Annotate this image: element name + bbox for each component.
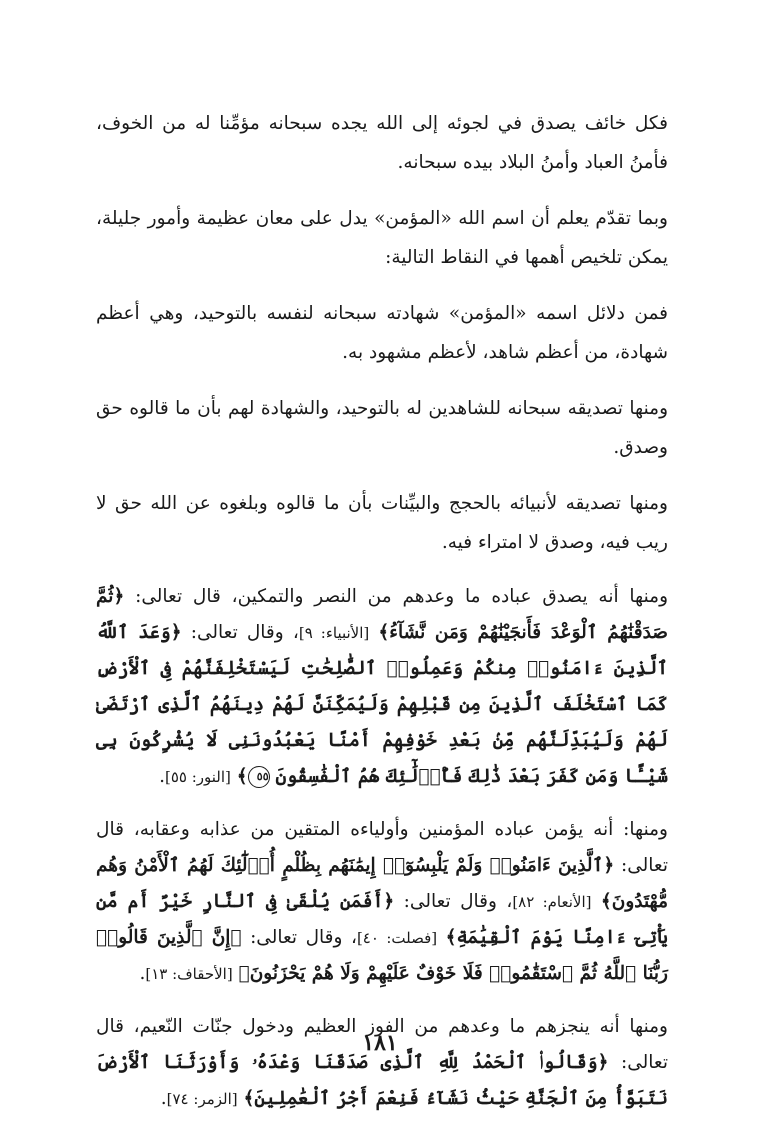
verse-reference: [الأنعام: ٨٢]: [512, 893, 592, 911]
connector-text: ، وقال تعالى:: [250, 927, 357, 948]
quran-verse: ﴿وَعَدَ ٱللَّهُ ٱلَّذِينَ ءَامَنُوا۟ مِنكُمْ وَعَمِلُوا۟ ٱلصَّٰلِحَٰتِ لَيَسْتَخْلِفَنَّهُمْ فِى ٱلْأَرْضِ كَمَا ٱسْتَخْلَفَ ٱلَّذِينَ مِن قَبْلِهِمْ وَلَيُمَكِّنَنَّ لَهُمْ دِينَهُمُ ٱلَّذِى ٱرْتَضَىٰ لَهُمْ وَلَيُبَدِّلَنَّهُم مِّنۢ بَعْدِ خَوْفِهِمْ أَمْنًا يَعْبُدُونَنِى لَا يُشْرِكُونَ بِى شَيْـًٔا وَمَن كَفَرَ بَعْدَ ذَٰلِكَ فَأُو۟لَٰٓئِكَ هُمُ ٱلْفَٰسِقُونَ: [96, 622, 668, 787]
paragraph-text: فمن دلائل اسمه «المؤمن» شهادته سبحانه لنفسه بالتوحيد، وهي أعظم شهادة، من أعظم شاهد، لأعظم مشهود به.: [96, 303, 668, 363]
verse-reference: [الأحقاف: ١٣]: [145, 965, 233, 983]
verse-reference: [النور: ٥٥]: [164, 768, 231, 786]
paragraph-text: ومنها تصديقه لأنبيائه بالحجج والبيِّنات بأن ما قالوه وبلغوه عن الله حق لا ريب فيه، وصدق لا امتراء فيه.: [96, 493, 668, 553]
paragraph-witnesses: [96, 389, 668, 467]
quran-verse: ﴿إِنَّ ٱلَّذِينَ قَالُوا۟ رَبُّنَا ٱللَّهُ ثُمَّ ٱسْتَقَٰمُوا۟ فَلَا خَوْفٌ عَلَيْهِمْ وَلَا هُمْ يَحْزَنُونَ﴾: [96, 927, 668, 984]
paragraph-text: ومنها تصديقه سبحانه للشاهدين له بالتوحيد، والشهادة لهم بأن ما قالوه حق وصدق.: [96, 398, 668, 458]
paragraph-safety: [96, 812, 668, 992]
paragraph-intro: ومنها أنه ينجزهم ما وعدهم من الفوز العظيم ودخول جنّات النّعيم، قال تعالى:: [96, 1016, 668, 1073]
paragraph-intro: ومنها أنه يصدق عباده ما وعدهم من النصر والتمكين، قال تعالى:: [135, 586, 668, 607]
end-punctuation: .: [160, 1088, 167, 1109]
verse-close-bracket: ﴾: [236, 766, 248, 787]
paragraph-paradise: [96, 1009, 668, 1117]
connector-text: ، وقال تعالى:: [403, 891, 513, 912]
paragraph-text: فكل خائف يصدق في لجوئه إلى الله يجده سبحانه مؤمِّنا له من الخوف، فأمنُ العباد وأمنُ البلاد بيده سبحانه.: [96, 113, 668, 173]
page-body: [96, 104, 668, 1134]
end-punctuation: .: [159, 766, 165, 787]
paragraph-text: وبما تقدّم يعلم أن اسم الله «المؤمن» يدل على معان عظيمة وأمور جليلة، يمكن تلخيص أهمها في النقاط التالية:: [96, 208, 668, 268]
paragraph-victory-promise: [96, 579, 668, 795]
end-punctuation: .: [139, 963, 146, 984]
verse-reference: [الأنبياء: ٩]: [298, 624, 370, 642]
paragraph-intro: ومنها: أنه يؤمن عباده المؤمنين وأولياءه المتقين من عذابه وعقابه، قال تعالى:: [96, 819, 668, 876]
quran-verse: ﴿ثُمَّ صَدَقْنَٰهُمُ ٱلْوَعْدَ فَأَنجَيْنَٰهُمْ وَمَن نَّشَآءُ﴾: [96, 586, 668, 643]
verse-reference: [الزمر: ٧٤]: [166, 1090, 238, 1108]
verse-reference: [فصلت: ٤٠]: [356, 929, 438, 947]
quran-verse: ﴿وَقَالُوا۟ ٱلْحَمْدُ لِلَّهِ ٱلَّذِى صَدَقَنَا وَعْدَهُۥ وَأَوْرَثَنَا ٱلْأَرْضَ نَتَبَوَّأُ مِنَ ٱلْجَنَّةِ حَيْثُ نَشَآءُ فَنِعْمَ أَجْرُ ٱلْعَٰمِلِينَ﴾: [96, 1052, 668, 1109]
connector-text: ، وقال تعالى:: [190, 622, 299, 643]
ayah-number-marker: ٥٥: [248, 766, 270, 788]
paragraph-testimony: [96, 294, 668, 372]
paragraph-prophets: [96, 484, 668, 562]
page-number: ١٨١: [362, 1030, 398, 1056]
quran-verse: ﴿ٱلَّذِينَ ءَامَنُوا۟ وَلَمْ يَلْبِسُوٓا۟ إِيمَٰنَهُم بِظُلْمٍ أُو۟لَٰٓئِكَ لَهُمُ ٱلْأَمْنُ وَهُم مُّهْتَدُونَ﴾: [96, 855, 668, 912]
paragraph-fear-refuge: [96, 104, 668, 182]
paragraph-meanings-intro: [96, 199, 668, 277]
quran-verse: ﴿أَفَمَن يُلْقَىٰ فِى ٱلنَّارِ خَيْرٌ أَم مَّن يَأْتِىٓ ءَامِنًا يَوْمَ ٱلْقِيَٰمَةِ﴾: [96, 891, 668, 948]
